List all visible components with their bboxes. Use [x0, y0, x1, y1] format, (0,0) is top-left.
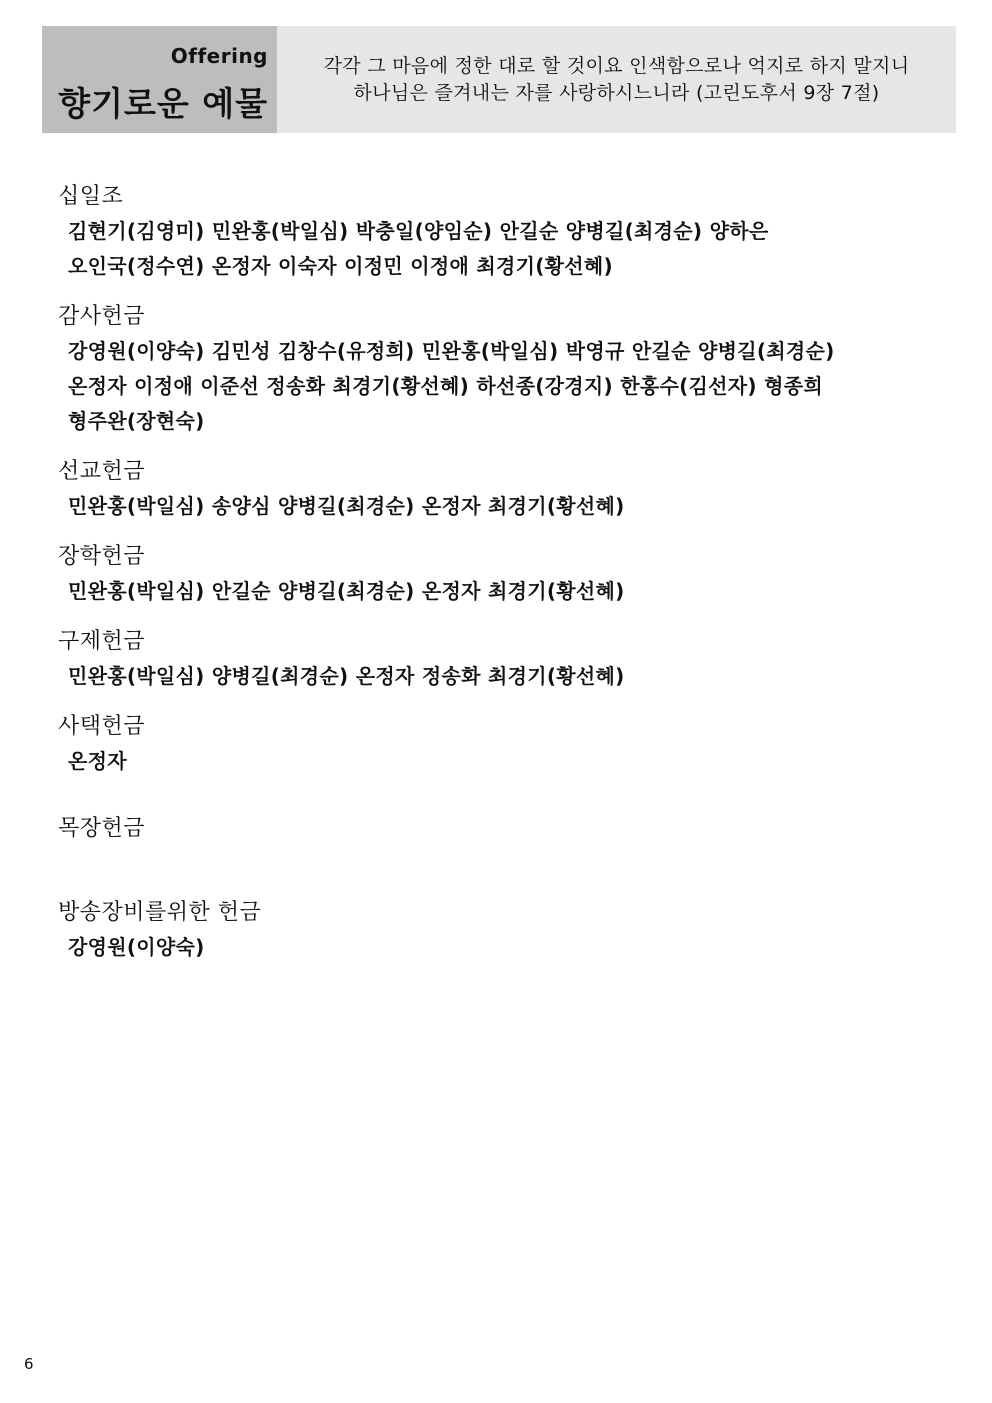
donor-line: 온정자 이정애 이준선 정송화 최경기(황선혜) 하선종(강경지) 한홍수(김선자) 형종희 [68, 374, 823, 398]
section-parsonage [58, 710, 938, 779]
section-tithe [58, 180, 938, 284]
donor-names [58, 334, 938, 439]
section-title: 방송장비를위한 헌금 [58, 900, 262, 925]
section-mission [58, 455, 938, 524]
verse-line-2: 하나님은 즐겨내는 자를 사랑하시느니라 (고린도후서 9장 7절) [353, 81, 880, 104]
donor-line: 강영원(이양숙) 김민성 김창수(유정희) 민완홍(박일심) 박영규 안길순 양병길(최경순) [68, 339, 835, 363]
section-title: 구제헌금 [58, 629, 146, 654]
section-title: 사택헌금 [58, 714, 146, 739]
title-english: Offering [170, 44, 268, 68]
offering-header [42, 26, 956, 133]
title-block [42, 26, 277, 133]
section-title: 목장헌금 [58, 816, 146, 841]
section-relief [58, 625, 938, 694]
donor-names [58, 930, 938, 965]
donor-names [58, 214, 938, 284]
donor-line: 온정자 [68, 749, 127, 773]
section-title: 감사헌금 [58, 304, 146, 329]
donor-line: 민완홍(박일심) 안길순 양병길(최경순) 온정자 최경기(황선혜) [68, 579, 625, 603]
page-number: 6 [24, 1355, 34, 1373]
donor-names [58, 489, 938, 524]
donor-line: 민완홍(박일심) 송양심 양병길(최경순) 온정자 최경기(황선혜) [68, 494, 625, 518]
section-title: 선교헌금 [58, 459, 146, 484]
section-broadcast-equipment [58, 896, 938, 965]
section-title: 십일조 [58, 184, 124, 209]
scripture-verse [277, 26, 956, 133]
donor-line: 김현기(김영미) 민완홍(박일심) 박충일(양임순) 안길순 양병길(최경순) 양하은 [68, 219, 769, 243]
donor-names [58, 659, 938, 694]
donor-line: 형주완(장현숙) [68, 409, 205, 433]
section-thanksgiving [58, 300, 938, 439]
section-cell-group [58, 812, 938, 846]
donor-names [58, 744, 938, 779]
verse-line-1: 각각 그 마음에 정한 대로 할 것이요 인색함으로나 억지로 하지 말지니 [323, 54, 910, 77]
title-korean: 향기로운 예물 [58, 84, 268, 123]
section-scholarship [58, 540, 938, 609]
donor-line: 오인국(정수연) 온정자 이숙자 이정민 이정애 최경기(황선혜) [68, 254, 613, 278]
offering-list [58, 180, 938, 965]
donor-line: 강영원(이양숙) [68, 935, 205, 959]
section-title: 장학헌금 [58, 544, 146, 569]
donor-names [58, 574, 938, 609]
donor-line: 민완홍(박일심) 양병길(최경순) 온정자 정송화 최경기(황선혜) [68, 664, 625, 688]
